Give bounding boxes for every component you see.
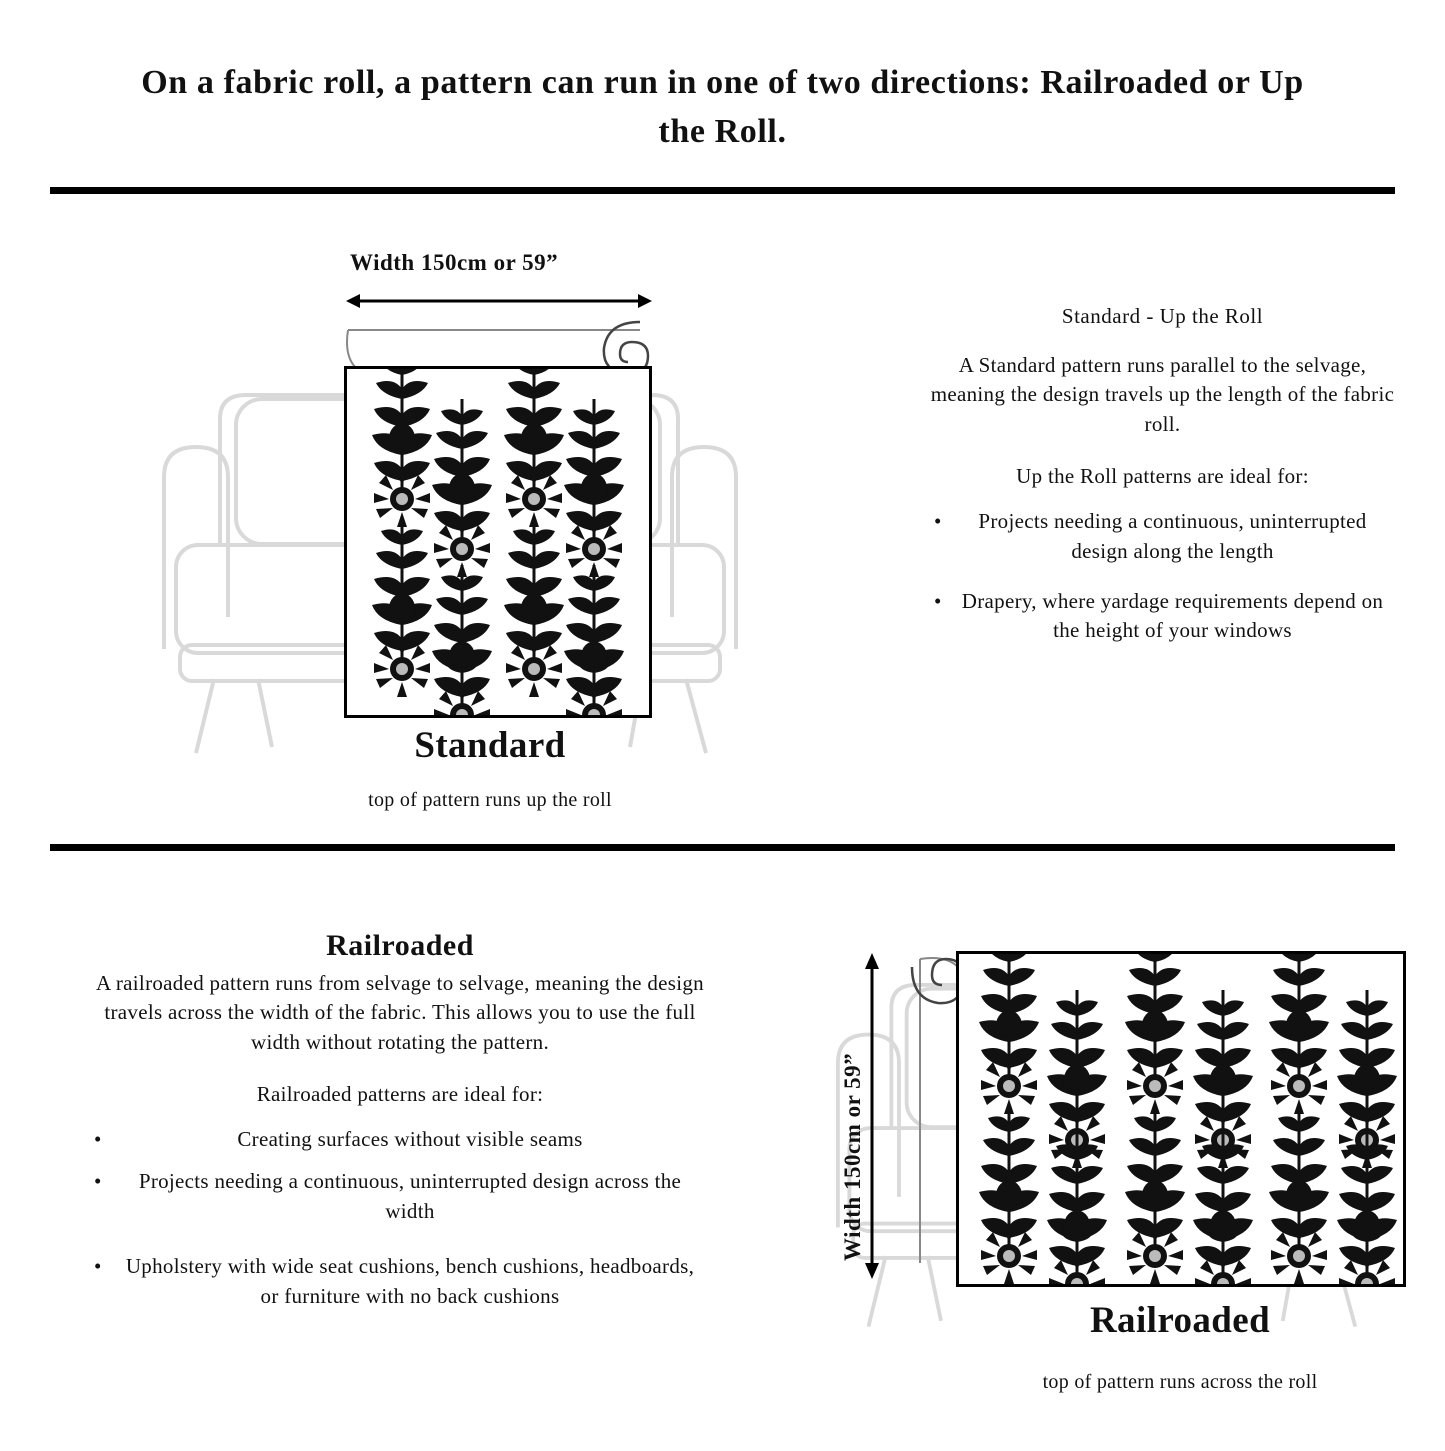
bullet-icon: • <box>94 1168 102 1193</box>
railroaded-bullet-list <box>80 1125 720 1312</box>
bullet-icon: • <box>934 588 942 613</box>
railroaded-paragraph: A railroaded pattern runs from selvage to selvage, meaning the design travels across the width of the fabric. This allows you to use the full width without rotating the pattern. <box>96 970 704 1055</box>
page-title: On a fabric roll, a pattern can run in one of two directions: Railroaded or Up the Roll. <box>141 64 1304 151</box>
divider-middle <box>50 844 1395 851</box>
list-item-label: Drapery, where yardage requirements depend on the height of your windows <box>961 588 1384 643</box>
railroaded-figure <box>770 851 1445 1451</box>
standard-bullet-list <box>920 507 1405 646</box>
bullet-icon: • <box>94 1254 102 1279</box>
section-standard <box>0 194 1445 814</box>
section-railroaded <box>0 851 1445 1451</box>
standard-paragraph: A Standard pattern runs parallel to the selvage, meaning the design travels up the length of the fabric roll. <box>930 352 1395 437</box>
standard-figure <box>0 194 880 814</box>
standard-width-label: Width 150cm or 59” <box>350 249 559 275</box>
width-arrow-horizontal <box>344 286 654 316</box>
railroaded-caption: Railroaded <box>1089 1299 1271 1341</box>
fabric-panel-standard <box>344 366 652 718</box>
railroaded-ideal-intro: Railroaded patterns are ideal for: <box>256 1082 544 1107</box>
standard-subcaption: top of pattern runs up the roll <box>368 788 612 811</box>
list-item <box>80 1125 720 1155</box>
list-item-label: Projects needing a continuous, uninterrupted design across the width <box>138 1168 682 1223</box>
divider-top <box>50 187 1395 194</box>
standard-text-title: Standard - Up the Roll <box>1061 303 1264 328</box>
railroaded-text-panel <box>0 851 770 1451</box>
list-item <box>920 507 1405 567</box>
page-header <box>0 0 1445 157</box>
railroaded-subcaption: top of pattern runs across the roll <box>1042 1370 1318 1393</box>
list-item <box>80 1252 720 1312</box>
fabric-panel-railroaded <box>956 951 1406 1287</box>
floral-pattern-horizontal <box>959 954 1403 1284</box>
list-item <box>80 1167 720 1227</box>
bullet-icon: • <box>934 509 942 534</box>
bullet-icon: • <box>94 1127 102 1152</box>
standard-ideal-intro: Up the Roll patterns are ideal for: <box>1016 464 1309 489</box>
standard-caption: Standard <box>414 724 566 766</box>
standard-text-panel <box>880 194 1445 814</box>
list-item-label: Projects needing a continuous, uninterrupted design along the length <box>978 509 1367 563</box>
floral-pattern-vertical <box>347 369 649 715</box>
railroaded-text-title: Railroaded <box>326 928 474 962</box>
list-item-label: Creating surfaces without visible seams <box>237 1127 583 1152</box>
railroaded-width-label: Width 150cm or 59” <box>840 1052 865 1261</box>
list-item <box>920 587 1405 647</box>
list-item-label: Upholstery with wide seat cushions, bench cushions, headboards, or furniture with no back cushions <box>125 1254 695 1309</box>
